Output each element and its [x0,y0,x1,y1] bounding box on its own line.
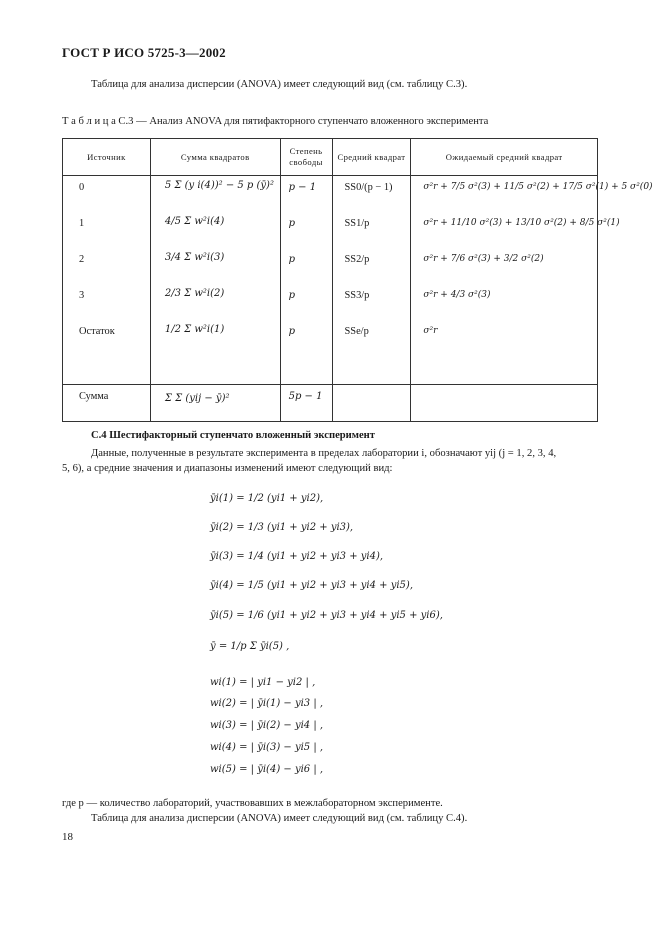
total-df: 5p − 1 [288,391,323,402]
intro-paragraph: Таблица для анализа дисперсии (ANOVA) имеет следующий вид (см. таблицу С.3). [91,79,468,90]
paragraph-line-1: Данные, полученные в результате эксперимента в пределах лаборатории i, обозначают yij (j = 1, 2, 3, 4, [91,448,557,459]
formula-mean-5: ȳi(5) = 1/6 (yi1 + yi2 + yi3 + yi4 + yi5 + yi6), [210,610,443,621]
total-df-cell [280,385,332,422]
df-0: p − 1 [288,182,317,193]
ss-column [150,176,280,385]
ems-0: σ²r + 7/5 σ²(3) + 11/5 σ²(2) + 17/5 σ²(1) + 5 σ²(0) [423,182,653,192]
formula-grand-mean: ȳ = 1/p Σ ȳi(5) , [210,641,290,652]
df-2: p [288,254,295,265]
ems-2: σ²r + 7/6 σ²(3) + 3/2 σ²(2) [423,254,544,264]
ms-1: SS1/p [344,218,370,229]
page-number: 18 [62,831,73,843]
ems-column [411,176,653,385]
total-source-cell [63,385,151,422]
column-header-ms: Средний квадрат [332,139,411,176]
ms-3: SS3/p [344,290,370,301]
ss-1: 4/5 Σ w²i(4) [164,216,225,227]
outro-paragraph: Таблица для анализа дисперсии (ANOVA) имеет следующий вид (см. таблицу С.4). [91,813,468,824]
df-1: p [288,218,295,229]
ss-3: 2/3 Σ w²i(2) [164,288,225,299]
ms-column [332,176,411,385]
source-3: 3 [79,290,85,301]
formula-mean-1: ȳi(1) = 1/2 (yi1 + yi2), [210,493,324,504]
table-caption: Т а б л и ц а С.3 — Анализ ANOVA для пятифакторного ступенчато вложенного эксперимента [62,116,489,127]
formula-range-4: wi(4) = | ȳi(3) − yi5 | , [210,742,324,753]
source-2: 2 [79,254,85,265]
table-header-row [63,139,598,176]
formula-mean-4: ȳi(4) = 1/5 (yi1 + yi2 + yi3 + yi4 + yi5), [210,580,413,591]
df-column [280,176,332,385]
column-header-ss: Сумма квадратов [150,139,280,176]
ms-0: SS0/(p − 1) [344,182,393,193]
source-column [63,176,151,385]
total-ss: Σ Σ (yij − ȳ)² [164,393,230,404]
source-0: 0 [79,182,85,193]
formula-range-5: wi(5) = | ȳi(4) − yi6 | , [210,764,324,775]
table-total-row [63,385,598,422]
ms-2: SS2/p [344,254,370,265]
ms-residual: SSe/p [344,326,369,337]
column-header-df-label: Степень свободы [289,146,323,167]
table-body-row [63,176,598,385]
total-ss-cell [150,385,280,422]
df-3: p [288,290,295,301]
formula-range-1: wi(1) = | yi1 − yi2 | , [210,677,316,688]
df-residual: p [288,326,295,337]
column-header-df [280,139,332,176]
footnote: где p — количество лабораторий, участвовавших в межлабораторном эксперименте. [62,798,443,809]
formula-range-3: wi(3) = | ȳi(2) − yi4 | , [210,720,324,731]
ems-residual: σ²r [423,326,438,336]
ss-2: 3/4 Σ w²i(3) [164,252,225,263]
anova-table [62,138,653,422]
column-header-source: Источник [63,139,151,176]
total-ems-cell [411,385,598,422]
document-header: ГОСТ Р ИСО 5725-3—2002 [62,45,226,60]
ems-1: σ²r + 11/10 σ²(3) + 13/10 σ²(2) + 8/5 σ²(1) [423,218,620,228]
formula-mean-2: ȳi(2) = 1/3 (yi1 + yi2 + yi3), [210,522,354,533]
ems-3: σ²r + 4/3 σ²(3) [423,290,491,300]
total-source: Сумма [79,391,109,402]
ss-0: 5 Σ (y i(4))² − 5 p (ȳ)² [164,180,274,191]
section-title: С.4 Шестифакторный ступенчато вложенный эксперимент [91,430,375,441]
paragraph-line-2: 5, 6), а средние значения и диапазоны изменений имеют следующий вид: [62,463,393,474]
ss-residual: 1/2 Σ w²i(1) [164,324,225,335]
source-1: 1 [79,218,85,229]
formula-range-2: wi(2) = | ȳi(1) − yi3 | , [210,698,324,709]
total-ms-cell [332,385,411,422]
formula-mean-3: ȳi(3) = 1/4 (yi1 + yi2 + yi3 + yi4), [210,551,384,562]
column-header-ems: Ожидаемый средний квадрат [411,139,598,176]
source-residual: Остаток [79,326,115,337]
